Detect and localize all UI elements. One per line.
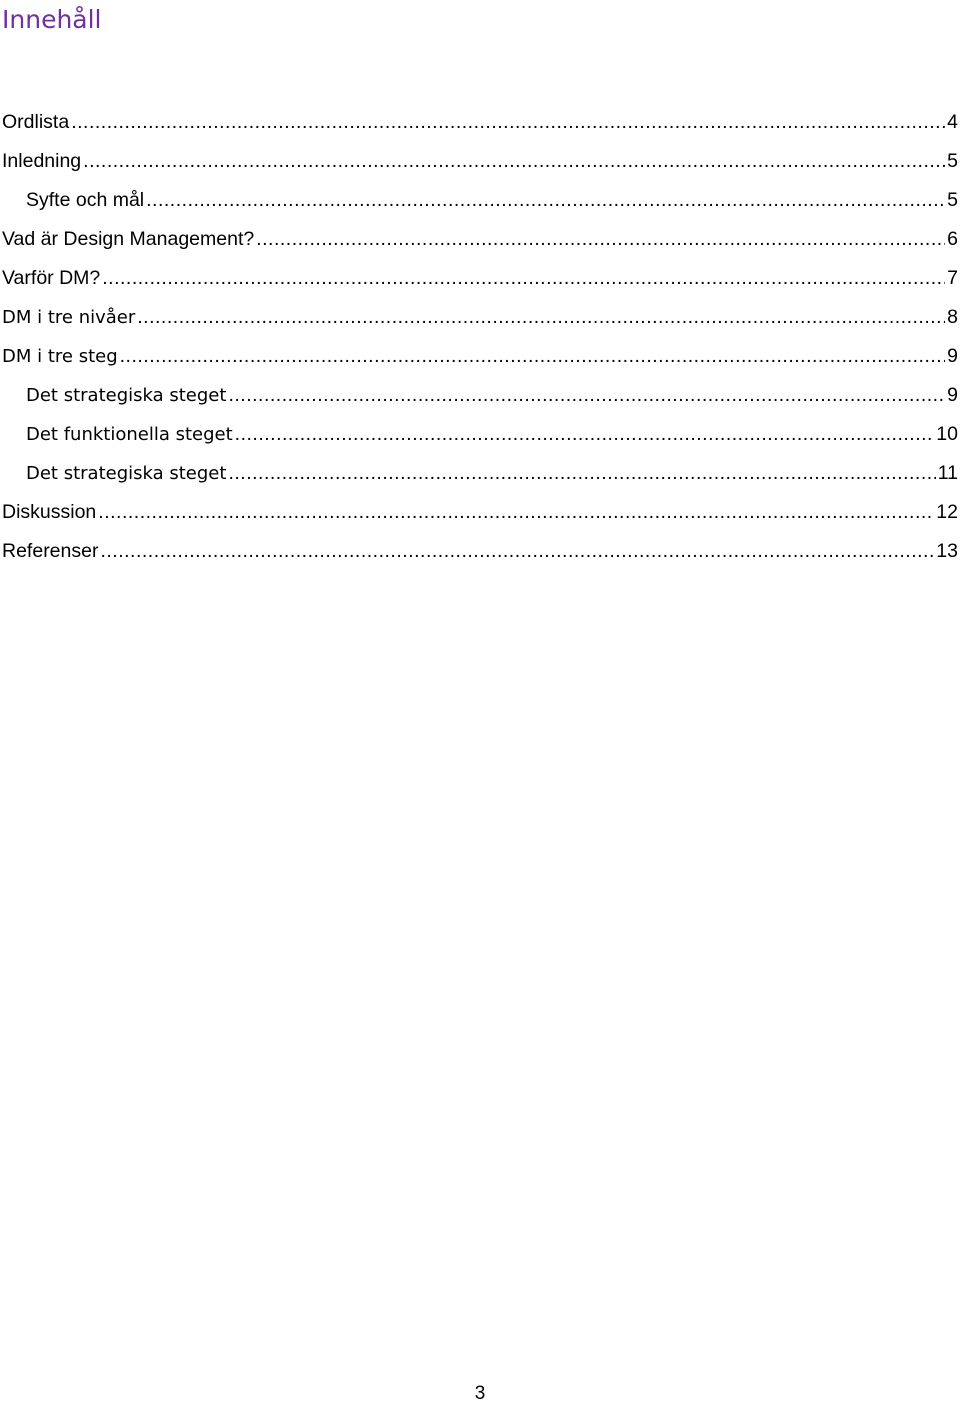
table-of-contents (2, 103, 958, 571)
page-title: Innehåll (2, 5, 102, 34)
toc-entry-page: 8 (947, 306, 958, 328)
toc-dot-leader (146, 181, 945, 220)
toc-dot-leader (137, 298, 945, 337)
toc-entry-page: 9 (947, 345, 958, 367)
toc-entry-vad-ar-design-management[interactable] (2, 220, 958, 259)
toc-entry-label: DM i tre nivåer (2, 307, 136, 328)
toc-entry-label: Vad är Design Management? (2, 228, 255, 250)
toc-entry-label: Diskussion (2, 501, 97, 523)
toc-entry-label: Syfte och mål (26, 189, 145, 211)
toc-entry-label: Det strategiska steget (26, 463, 227, 484)
toc-entry-inledning[interactable] (2, 142, 958, 181)
toc-entry-page: 6 (947, 228, 958, 250)
toc-entry-page: 7 (947, 267, 958, 289)
toc-dot-leader (256, 220, 945, 259)
toc-entry-det-strategiska-steget[interactable] (2, 376, 958, 415)
toc-entry-page: 5 (947, 189, 958, 211)
toc-entry-page: 12 (936, 501, 958, 523)
toc-entry-page: 11 (937, 462, 958, 484)
toc-entry-label: Det funktionella steget (26, 424, 233, 445)
toc-entry-page: 4 (947, 111, 958, 133)
toc-dot-leader (102, 259, 945, 298)
toc-entry-dm-i-tre-steg[interactable] (2, 337, 958, 376)
toc-entry-det-funktionella-steget[interactable] (2, 415, 958, 454)
toc-entry-label: Referenser (2, 540, 99, 562)
toc-dot-leader (98, 493, 934, 532)
toc-dot-leader (83, 142, 945, 181)
toc-dot-leader (235, 415, 935, 454)
page-number: 3 (474, 1383, 486, 1404)
toc-entry-ordlista[interactable] (2, 103, 958, 142)
toc-entry-syfte-och-mal[interactable] (2, 181, 958, 220)
toc-entry-dm-i-tre-nivaer[interactable] (2, 298, 958, 337)
toc-dot-leader (100, 532, 934, 571)
toc-entry-page: 9 (947, 384, 958, 406)
toc-entry-label: Det strategiska steget (26, 385, 227, 406)
toc-entry-det-strategiska-steget-2[interactable] (2, 454, 958, 493)
toc-dot-leader (120, 337, 946, 376)
toc-dot-leader (228, 454, 935, 493)
toc-entry-diskussion[interactable] (2, 493, 958, 532)
toc-dot-leader (71, 103, 945, 142)
toc-entry-label: DM i tre steg (2, 346, 118, 367)
toc-entry-page: 10 (936, 423, 958, 445)
toc-entry-referenser[interactable] (2, 532, 958, 571)
toc-entry-label: Ordlista (2, 111, 70, 133)
toc-entry-page: 13 (936, 540, 958, 562)
toc-entry-label: Varför DM? (2, 267, 101, 289)
toc-entry-page: 5 (947, 150, 958, 172)
toc-dot-leader (228, 376, 945, 415)
toc-entry-varfor-dm[interactable] (2, 259, 958, 298)
toc-entry-label: Inledning (2, 150, 82, 172)
